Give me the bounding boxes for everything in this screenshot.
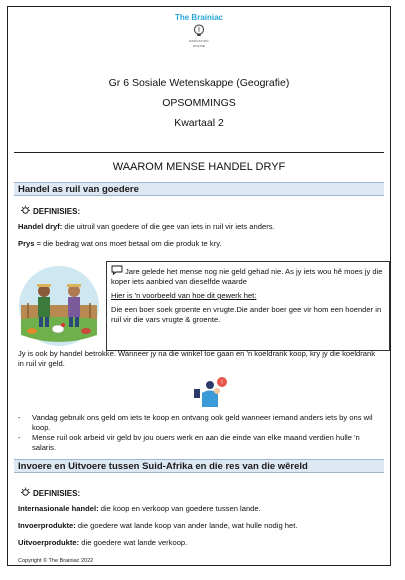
brand-logo — [8, 13, 390, 48]
copyright-footer: Copyright © The Brainiac 2022 — [18, 558, 94, 564]
definitions-label-2: DEFINISIES: — [33, 489, 81, 498]
definition-price-text: = die bedrag wat ons moet betaal om die produk te kry. — [34, 239, 222, 248]
brand-sub: EDUCATION — [189, 39, 209, 43]
example-box — [106, 261, 390, 351]
section-band-imports-exports: Invoere en Uitvoere tussen Suid-Afrika en die res van die wêreld — [14, 459, 384, 473]
worksheet-page — [7, 6, 391, 566]
term-title: Kwartaal 2 — [174, 117, 224, 129]
divider — [14, 152, 384, 153]
brand-name: The Brainiac — [174, 13, 223, 22]
definitions-heading-2 — [20, 487, 80, 498]
term-trade: Handel dryf: — [18, 222, 63, 231]
definition-imports-text: die goedere wat lande koop van ander lande, wat hulle nodig het. — [75, 521, 298, 530]
term-imports: Invoerprodukte: — [18, 521, 76, 530]
definition-international-trade — [18, 504, 380, 514]
term-exports: Uitvoerprodukte: — [18, 538, 80, 547]
subject-title: Gr 6 Sosiale Wetenskappe (Geografie) — [108, 77, 290, 89]
definition-international-trade-text: die koop en verkoop van goedere tussen lande. — [98, 504, 261, 513]
lightbulb-logo-icon — [192, 24, 206, 38]
list-item: - Mense ruil ook arbeid vir geld bv jou ouers werk en aan die einde van elke maand verdien hulle 'n salaris. — [18, 433, 380, 453]
farmers-illustration — [18, 265, 100, 347]
doc-type-title: OPSOMMINGS — [162, 97, 236, 109]
box-line1: Jare gelede het mense nog nie geld gehad nie. As jy iets wou hê moes jy die koper iets aanbied van dieselfde waarde — [111, 267, 383, 286]
term-international-trade: Internasionale handel: — [18, 504, 99, 513]
definition-exports-text: die goedere wat lande verkoop. — [79, 538, 188, 547]
section-title: WAAROM MENSE HANDEL DRYF — [112, 161, 286, 173]
definition-exports — [18, 538, 380, 548]
box-line2: Die een boer soek groente en vrugte.Die ander boer gee vir hom een hoender in ruil vir die vars vrugte & groente. — [111, 305, 382, 324]
term-price: Prys — [18, 239, 35, 248]
definitions-heading — [20, 205, 80, 216]
person-shopping-illustration — [188, 375, 232, 411]
idea-icon — [20, 205, 31, 216]
definition-trade-text: die uitruil van goedere of die gee van iets in ruil vir iets anders. — [62, 222, 275, 231]
brand-sub2: ONLINE — [192, 44, 206, 48]
list-item: - Vandag gebruik ons geld om iets te koop en ontvang ook geld wanneer iemand anders iets by ons wil koop. — [18, 413, 380, 433]
paragraph-shop: Jy is ook by handel betrokke. Wanneer jy na die winkel toe gaan en 'n koeldrank koop, kry jy die koeldrank in ruil vir geld. — [18, 349, 376, 368]
bullet-list — [18, 413, 380, 453]
definition-imports — [18, 521, 380, 531]
box-intro — [111, 265, 385, 287]
definition-price — [18, 239, 380, 249]
definitions-label: DEFINISIES: — [33, 207, 81, 216]
idea-icon — [20, 487, 31, 498]
definition-trade — [18, 222, 380, 232]
speech-bubble-icon — [111, 265, 123, 275]
box-example-heading: Hier is 'n voorbeeld van hoe dit gewerk het: — [111, 291, 257, 300]
svg-text:!: ! — [221, 380, 223, 386]
section-band-trade: Handel as ruil van goedere — [14, 182, 384, 196]
